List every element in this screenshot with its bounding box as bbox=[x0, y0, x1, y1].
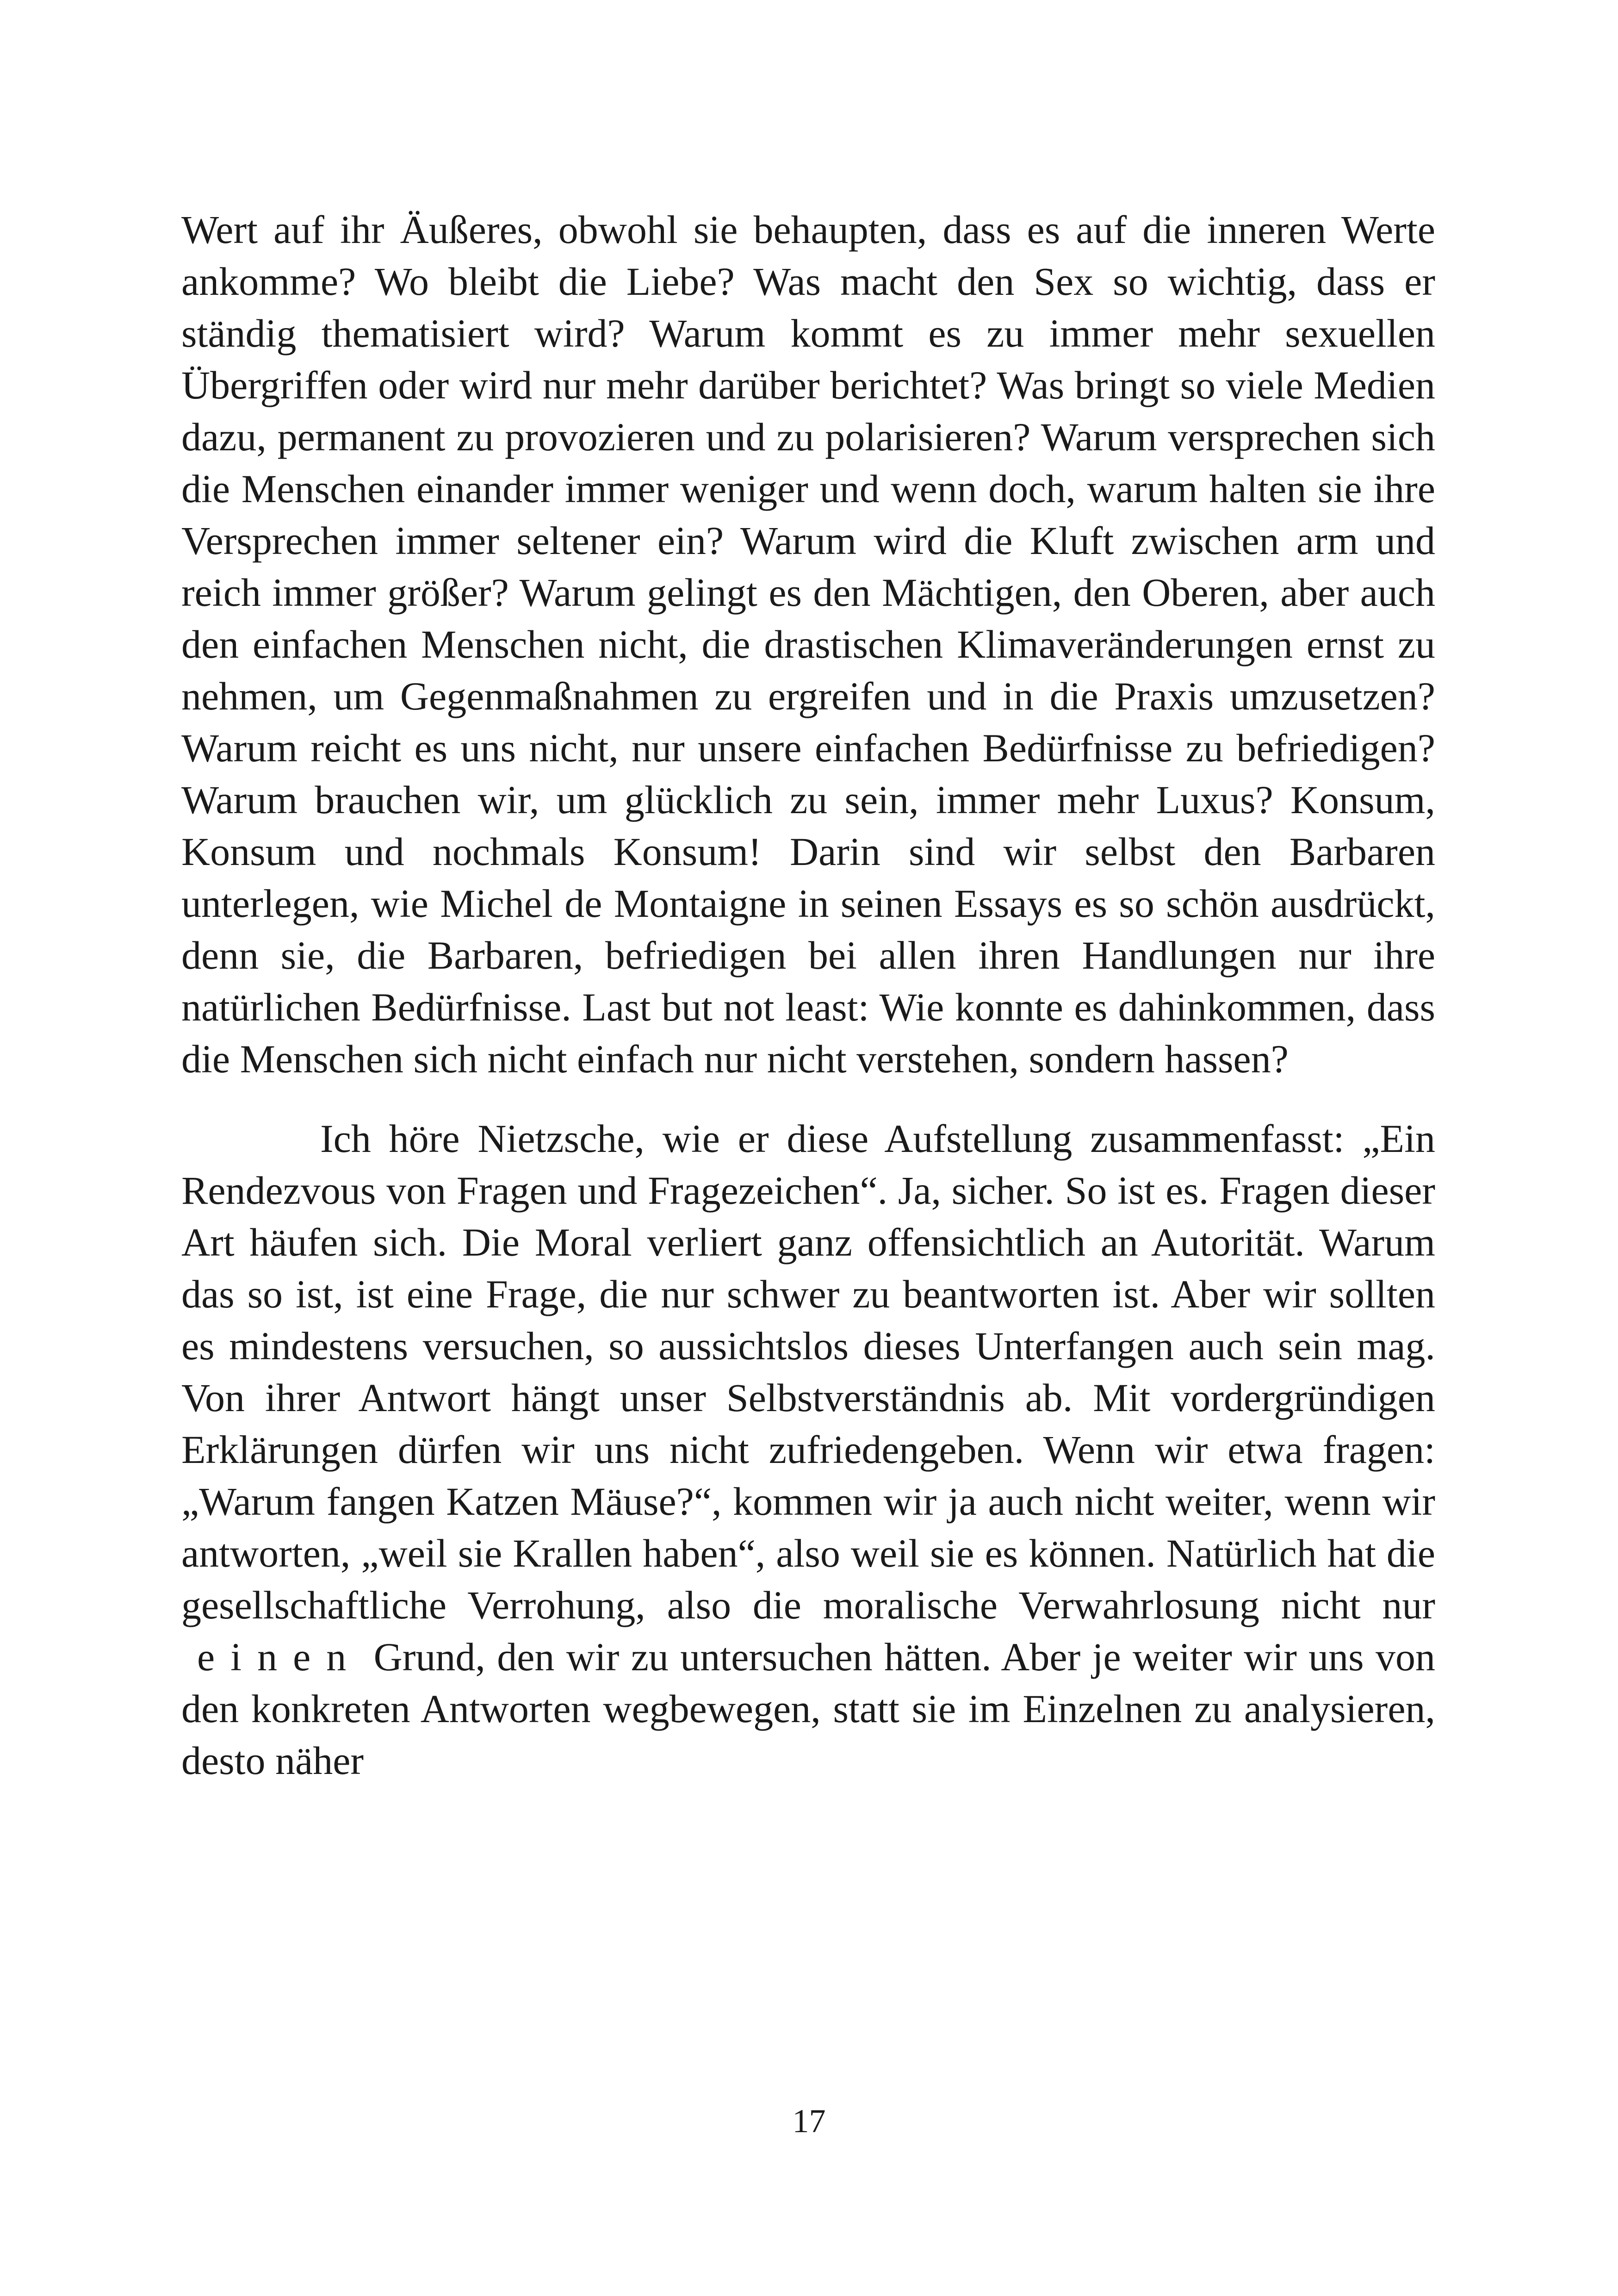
paragraph-text: Ich höre Nietzsche, wie er diese Aufstellung zusammenfasst: „Ein Rendezvous von Fragen und Fragezeichen“. Ja, sicher. So ist es. Fragen dieser Art häufen sich. Die Moral verliert ganz offensichtlich an Autorität. Warum das so ist, ist eine Frage, die nur schwer zu beantworten ist. Aber wir sollten es mindestens versuchen, so aussichtslos dieses Unterfangen auch sein mag. Von ihrer Antwort hängt unser Selbstverständnis ab. Mit vordergründigen Erklärungen dürfen wir uns nicht zufriedengeben. Wenn wir etwa fragen: „Warum fangen Katzen Mäuse?“, kommen wir ja auch nicht weiter, wenn wir antworten, „weil sie Krallen haben“, also weil sie es können. Natürlich hat die gesellschaftliche Verrohung, also die moralische Verwahrlosung nicht nur bbox=[181, 1116, 1435, 1627]
paragraph-text: Grund, den wir zu untersuchen hätten. Aber je weiter wir uns von den konkreten Antworten wegbewegen, statt sie im Einzelnen zu analysieren, desto näher bbox=[181, 1635, 1435, 1783]
emphasis-spaced-word: einen bbox=[197, 1635, 362, 1679]
body-text bbox=[181, 204, 1435, 1786]
paragraph-indented bbox=[181, 1113, 1435, 1786]
page-number: 17 bbox=[792, 2103, 826, 2140]
paragraph: Wert auf ihr Äußeres, obwohl sie behaupten, dass es auf die inneren Werte ankomme? Wo bleibt die Liebe? Was macht den Sex so wichtig, dass er ständig thematisiert wird? Warum kommt es zu immer mehr sexuellen Übergriffen oder wird nur mehr darüber berichtet? Was bringt so viele Medien dazu, permanent zu provozieren und zu polarisieren? Warum versprechen sich die Menschen einander immer weniger und wenn doch, warum halten sie ihre Versprechen immer seltener ein? Warum wird die Kluft zwischen arm und reich immer größer? Warum gelingt es den Mächtigen, den Oberen, aber auch den einfachen Menschen nicht, die drastischen Klimaveränderungen ernst zu nehmen, um Gegenmaßnahmen zu ergreifen und in die Praxis umzusetzen? Warum reicht es uns nicht, nur unsere einfachen Bedürfnisse zu befriedigen? Warum brauchen wir, um glücklich zu sein, immer mehr Luxus? Konsum, Konsum und nochmals Konsum! Darin sind wir selbst den Barbaren unterlegen, wie Michel de Montaigne in seinen Essays es so schön ausdrückt, denn sie, die Barbaren, befriedigen bei allen ihren Handlungen nur ihre natürlichen Bedürfnisse. Last but not least: Wie konnte es dahinkommen, dass die Menschen sich nicht einfach nur nicht verstehen, sondern hassen? bbox=[181, 207, 1435, 1081]
